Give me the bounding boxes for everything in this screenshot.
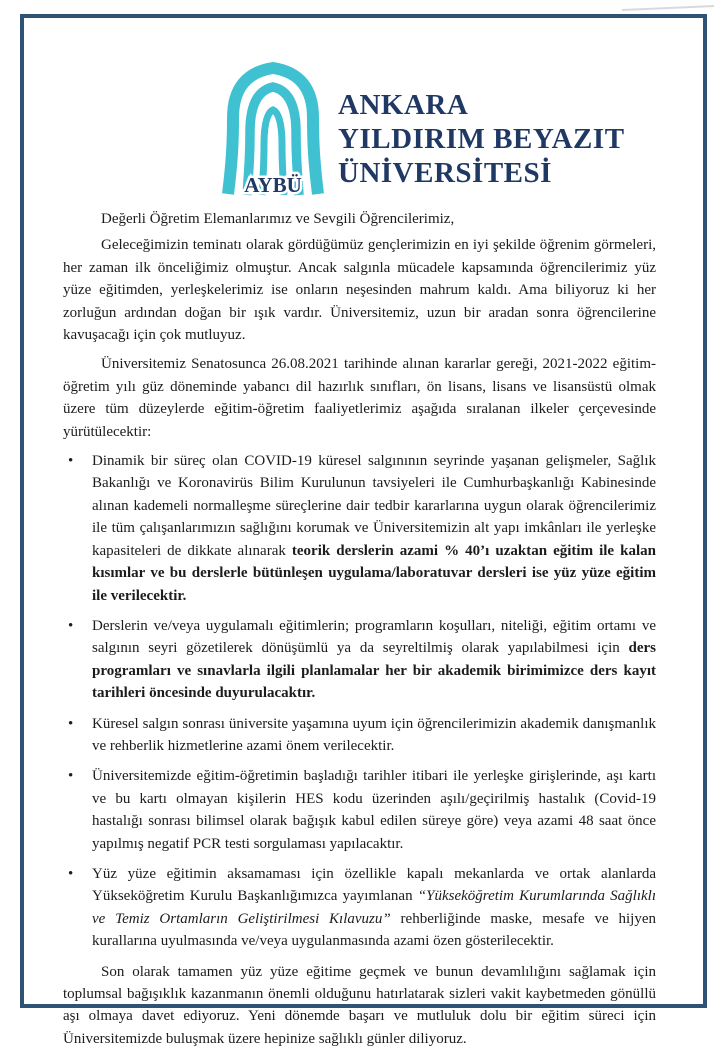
bullet-item bbox=[63, 765, 656, 855]
bullet-marker-icon: • bbox=[68, 453, 74, 470]
text-run: ders programları ve sınavlarla ilgili planlamalar her bir akademik birimimizce ders kayıt tarihleri öncesinde duyurulacaktır. bbox=[92, 640, 656, 702]
text-run: Değerli Öğretim Elemanlarımız ve Sevgili Öğrencilerimiz, bbox=[101, 211, 455, 227]
bullet-item bbox=[63, 615, 656, 705]
text-run: Derslerin ve/veya uygulamalı eğitimlerin; programların koşulları, niteliği, eğitim ortamı ve salgının seyri gözetilerek dönüşümlü ya da seyreltilmiş olarak yapılabilmesi için bbox=[92, 617, 656, 657]
text-run: “Yükseköğretim Kurumlarında Sağlıklı ve Temiz Ortamların Geliştirilmesi Kılavuzu” bbox=[92, 888, 657, 927]
text-run: Yüz yüze eğitimin aksamaması için özellikle kapalı mekanlarda ve ortak alanlarda Yükseköğretim Kurulu Başkanlığımızca yayımlanan bbox=[92, 865, 656, 905]
bullet-marker-icon: • bbox=[68, 617, 74, 634]
university-name-line-3: ÜNİVERSİTESİ bbox=[338, 157, 552, 189]
text-run: Küresel salgın sonrası üniversite yaşamına uyum için öğrencilerimizin akademik danışmanlık ve rehberlik hizmetlerine azami önem verilecektir. bbox=[92, 715, 656, 754]
bullet-item bbox=[63, 450, 656, 607]
bullet-marker-icon: • bbox=[68, 715, 74, 732]
university-name bbox=[338, 58, 625, 190]
bullet-text bbox=[92, 765, 656, 855]
bullet-item bbox=[63, 863, 656, 953]
letter-body bbox=[63, 208, 656, 1050]
page-content bbox=[24, 18, 703, 1047]
letterhead bbox=[218, 58, 703, 198]
university-logo bbox=[218, 58, 328, 198]
text-run: Son olarak tamamen yüz yüze eğitime geçmek ve bunun devamlılığını sağlamak için toplumsal bağışıklık kazanmanın önemli olduğunu hatırlatarak sizleri vakit kaybetmeden gönüllü aşı olmaya davet ediyoruz. Yeni dönemde başarı ve mutluluk dolu bir eğitim süreci için Üniversitemizde buluşmak üzere hepinize sağlıklı günler diliyoruz. bbox=[63, 963, 656, 1047]
letter-paragraph bbox=[63, 961, 656, 1050]
text-run: rehberliğinde maske, mesafe ve hijyen kurallarına uyulmasında ve/veya uygulanmasında azami özen gösterilecektir. bbox=[92, 910, 656, 950]
logo-acronym: AYBÜ bbox=[244, 173, 302, 197]
letter-paragraph bbox=[63, 234, 656, 346]
bullet-marker-icon: • bbox=[68, 768, 74, 785]
aybu-arch-logo-icon bbox=[218, 58, 328, 198]
salutation-line bbox=[63, 208, 656, 230]
text-run: Dinamik bir süreç olan COVID-19 küresel salgınının seyrinde yaşanan gelişmeler, Sağlık Bakanlığı ve Koronavirüs Bilim Kurulunun tavsiyeleri ile Cumhurbaşkanlığı Kabinesinde alınan kademeli normalleşme süreçlerine dair tedbir kararlarına uygun olarak öğrencilerimiz ile tüm çalışanlarımızın sağlığını korumak ve Üniversitemizin alt yapı imkânları ile yerleşke kapasiteleri de dikkate alınarak bbox=[92, 453, 656, 559]
bullet-text bbox=[92, 450, 656, 607]
university-name-line-1: ANKARA bbox=[338, 89, 469, 121]
scan-artifact-line bbox=[622, 5, 714, 11]
letter-paragraph bbox=[63, 353, 656, 443]
bullet-text bbox=[92, 863, 656, 953]
bullet-text bbox=[92, 713, 656, 758]
university-name-line-2: YILDIRIM BEYAZIT bbox=[338, 123, 625, 155]
bullet-marker-icon: • bbox=[68, 865, 74, 882]
text-run: teorik derslerin azami % 40’ı uzaktan eğitim ile kalan kısımlar ve bu derslerle bütünleşen uygulama/laboratuvar dersleri ise yüz yüze eğitim ile verilecektir. bbox=[92, 542, 656, 604]
text-run: Üniversitemiz Senatosunca 26.08.2021 tarihinde alınan kararlar gereği, 2021-2022 eğitim-öğretim yılı güz döneminde yabancı dil hazırlık sınıfları, ön lisans, lisans ve lisansüstü olmak üzere tüm düzeylerde eğitim-öğretim faaliyetlerimiz aşağıda sıralanan ilkeler çerçevesinde yürütülecektir: bbox=[63, 356, 656, 440]
text-run: Üniversitemizde eğitim-öğretimin başladığı tarihler itibari ile yerleşke girişlerinde, aşı kartı ve bu kartı olmayan kişilerin HES kodu üzerinden aşılı/geçirilmiş hastalık (Covid-19 hastalığı sonrası bilimsel olarak bağışık kabul edilen süreye göre) veya azami 48 saat önce yapılmış negatif PCR testi sorgulaması yapılacaktır. bbox=[92, 768, 656, 852]
text-run: Geleceğimizin teminatı olarak gördüğümüz gençlerimizin en iyi şekilde öğrenim görmeleri, her zaman ilk önceliğimiz olmuştur. Ancak salgınla mücadele kapsamında öğrencilerimiz yüz yüze eğitimden, yerleşkelerimiz ise onların neşesinden mahrum kaldı. Ama biliyoruz ki her zorluğun ardından doğan bir ışık vardır. Üniversitemiz, uzun bir aradan sonra öğrencilerine kavuşacağı için çok mutluyuz. bbox=[63, 237, 656, 344]
bullet-item bbox=[63, 713, 656, 758]
bullet-text bbox=[92, 615, 656, 705]
